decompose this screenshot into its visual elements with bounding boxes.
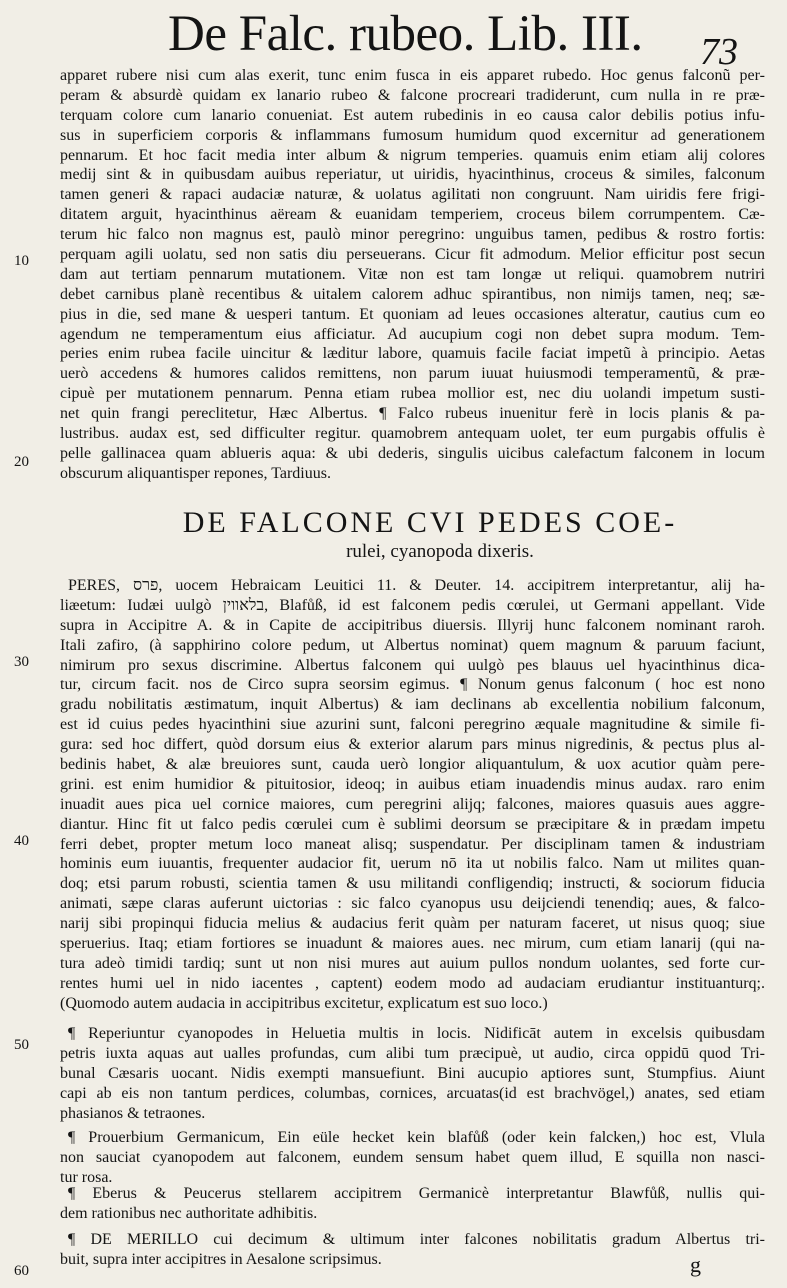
text-line: tur rosa. xyxy=(60,1168,113,1186)
text-line: net quin frangi pereclitetur, Hæc Albertus. ¶ Falco rubeus inuenitur ferè in locis planis & pa- xyxy=(60,405,765,423)
margin-line-number: 50 xyxy=(14,1037,29,1053)
text-line: pelle gallinacea quam ablueris aqua: & ubi dederis, singulis uicibus calefactum falconem in locum xyxy=(60,444,765,462)
paragraph-falco-rubeus xyxy=(60,66,765,484)
text-line: animati, sæpe claras auferunt uictorias : sic falco cyanopus usu deijciendi tenendiq; aues, & falco- xyxy=(60,895,765,913)
text-line: narij sibi propinqui fiducia melius & audacius ferit quàm per naturam faceret, ut nisus quoq; siue xyxy=(60,915,765,933)
text-line: speruerius. Itaq; etiam fortiores se inuadunt & maiores aues. nec mirum, cum etiam lanarij (qui na- xyxy=(60,935,765,953)
text-line: petris iuxta aquas aut ualles profundas, cum alibi tum præcipuè, ut audio, circa oppidū quod Tri- xyxy=(60,1044,765,1062)
text-line: bedinis habet, & alæ breuiores sunt, cauda uerò longior aliquantulum, & uox acutior quàm pere- xyxy=(60,756,765,774)
text-line: ¶ Prouerbium Germanicum, Ein eüle hecket kein blafůß (oder kein falcken,) hoc est, Vlula xyxy=(68,1129,765,1146)
text-line: perquam agili uolatu, sed non satis diu perseuerans. Cicur fit admodum. Melior efficitur post secun xyxy=(60,246,765,264)
text-line: tur, circum facit. nos de Circo supra seorsim egimus. ¶ Nonum genus falconum ( hoc est nono xyxy=(60,676,765,694)
section-heading-line: rulei, cyanopoda dixeris. xyxy=(346,541,534,562)
margin-line-number: 20 xyxy=(14,454,29,470)
text-line: terum hic falco non magnus est, paulò minor peregrino: unguibus tamen, pedibus & rostro fortis: xyxy=(60,226,765,244)
text-line: inuadit aues pica uel cornice maiores, cum peregrini alijq; falcones, maiores quasuis aues aggre- xyxy=(60,795,765,813)
text-line: debet carnibus planè recentibus & uitalem calorem adhuc spirantibus, non nimijs tamen, neq; sæ- xyxy=(60,285,765,303)
text-line: bunal Cæsaris uocant. Nidis exempti mansuefiunt. Bini aucupio aptiores sunt, Stumpfius. Aiunt xyxy=(60,1064,765,1082)
text-line: ¶ Reperiuntur cyanopodes in Heluetia multis in locis. Nidificāt autem in excelsis quibusdam xyxy=(68,1025,765,1042)
text-line: gura: sed hoc differt, quòd dorsum eius & exterior alarum pars minus nigredinis, & pectus plus al- xyxy=(60,736,765,754)
text-line: hominis eum iuuantis, frequenter audacior fit, uerum nō ita ut nobilis falco. Nam ut milites quan- xyxy=(60,855,765,873)
text-line: PERES, פרס, uocem Hebraicam Leuitici 11. & Deuter. 14. accipitrem interpretantur, alij ha- xyxy=(68,577,765,594)
text-line: nimirum pro sexus discrimine. Albertus falconem qui uulgò pes blauus uel hyacinthinus dica- xyxy=(60,656,765,674)
margin-line-number: 60 xyxy=(14,1263,29,1279)
text-line: rentes humi uel in nido iacentes , captent) eodem modo ad audaciam erudiantur instituanturq;. xyxy=(60,974,765,992)
text-line: grini. est enim humidior & pituitosior, ideoq; in auibus etiam inuadendis minus audax. raro enim xyxy=(60,775,765,793)
text-line: dem rationibus nec authoritate adhibitis. xyxy=(60,1204,318,1222)
text-line: pennarum. Et hoc facit media inter album & nigrum temperies. quamuis enim etiam alij colores xyxy=(60,146,765,164)
text-line: capi ab eis non tantum perdices, columbas, cornices, arcuatas(id est brachvögel,) anates, sed etiam xyxy=(60,1084,765,1102)
section-heading-line: DE FALCONE CVI PEDES COE- xyxy=(182,506,678,539)
paragraph-proverb xyxy=(60,1128,765,1188)
margin-line-number: 10 xyxy=(14,253,29,269)
text-line: Itali zafiro, (à sapphirino colore pedum, ut Albertus nominat) quem magnum & paruum faciunt, xyxy=(60,636,765,654)
paragraph-merillo xyxy=(60,1230,765,1270)
margin-line-number: 40 xyxy=(14,833,29,849)
text-line: ditatem arguit, hyacinthinus aëream & euanidam temperiem, croceus bilem corrumpentem. Cæ- xyxy=(60,206,765,224)
section-heading xyxy=(110,506,750,564)
text-line: gradu nobilitatis æstimatum, inquit Albertus) & iam declinans ab excellentia nobilium falconum, xyxy=(60,696,765,714)
text-line: terquam colore cum lanario conueniat. Est autem rubedinis in eo causa calor debilis potius infu- xyxy=(60,106,765,124)
running-head: De Falc. rubeo. Lib. III. xyxy=(168,6,643,62)
text-line: ferri debet, propter metum loco maneat alisq; suspendatur. Per disciplinam tamen & industriam xyxy=(60,835,765,853)
text-line: obscurum aliquantisper repones, Tardiuus. xyxy=(60,464,331,482)
page-number: 73 xyxy=(700,31,738,73)
text-line: buit, supra inter accipitres in Aesalone scripsimus. xyxy=(60,1250,382,1268)
text-line: pius in die, sed mane & uesperi tantum. Et quoniam ad leues occasiones alteratur, cautius cum eo xyxy=(60,305,765,323)
text-line: (Quomodo autem audacia in accipitribus excitetur, explicatum est suo loco.) xyxy=(60,994,548,1012)
paragraph-cyanopus xyxy=(60,576,765,1014)
text-line: ¶ Eberus & Peucerus stellarem accipitrem Germanicè interpretantur Blawfůß, nullis qui- xyxy=(68,1185,765,1202)
text-line: est id cuius pedes hyacinthini siue azurini sunt, falconi peregrino æquale magnitudine & simile fi- xyxy=(60,716,765,734)
text-line: liæetum: Iudæi uulgò בלאווין, Blafůß, id est falconem pedis cœrulei, ut Germani appellant. Vide xyxy=(60,596,765,614)
text-line: peries enim rubea facile uincitur & læditur labore, quamuis facile faciat impetũ à principio. Aetas xyxy=(60,345,765,363)
text-line: lustribus. audax est, sed difficulter regitur. quamobrem antequam uolet, ter eum purgabis offulis è xyxy=(60,425,765,443)
text-line: supra in Accipitre A. & in Capite de accipitribus diuersis. Illyrij hunc falconem nominant raroh. xyxy=(60,616,765,634)
text-line: non sauciat cyanopodem aut falconem, eundem sensum habet quem illud, E squilla non nasci- xyxy=(60,1148,765,1166)
text-line: cipuè per mutationem pennarum. Penna etiam rubea mollior est, nec diu uolandi impetum susti- xyxy=(60,385,765,403)
text-line: dam aut tertiam pennarum mutationem. Vitæ non est tam longæ ut reliqui. quamobrem nutriri xyxy=(60,265,765,283)
text-line: phasianos & tetraones. xyxy=(60,1104,206,1122)
text-line: sus in superficiem corporis & inflammans fumosum humidum quod excernitur ad generationem xyxy=(60,126,765,144)
paragraph-helvetia xyxy=(60,1024,765,1123)
text-line: ¶ DE MERILLO cui decimum & ultimum inter falcones nobilitatis gradum Albertus tri- xyxy=(68,1231,765,1248)
text-line: medij sint & in quibusdam auibus reperiatur, ut uiridis, hyacinthinus, croceus & similes, falconum xyxy=(60,166,765,184)
text-line: apparet rubere nisi cum alas exerit, tunc enim fusca in eis apparet rubedo. Hoc genus falconũ per- xyxy=(60,67,765,84)
text-line: peram & absurdè quidam ex lanario rubeo & falcone procreari tradiderunt, cum nulla in re præ- xyxy=(60,86,765,104)
text-line: uerò accedens & humores calidos remittens, non parum iuuat huiusmodi temperamentũ, & præ- xyxy=(60,365,765,383)
text-line: tura adeò timidi tardiq; sunt ut non nisi mures aut auium pullos nondum uolantes, sed forte cur- xyxy=(60,954,765,972)
text-line: diantur. Hinc fit ut falco pedis cœrulei cum è sublimi deorsum se præcipitare & in prædam impetu xyxy=(60,815,765,833)
text-line: tamen generi & rapaci audaciæ naturæ, & uolatus agilitati non congruunt. Nam uiridis fere frigi- xyxy=(60,186,765,204)
signature-mark: g xyxy=(690,1252,701,1277)
text-line: agendum ne temperamentum eius afficiatur. Ad aucupium cogi non debet supra modum. Tem- xyxy=(60,325,765,343)
margin-line-number: 30 xyxy=(14,654,29,670)
paragraph-eberus xyxy=(60,1184,765,1224)
text-line: doq; etsi parum robusti, scientia tamen & usu militandi confligendiq; instructi, & sociorum fiducia xyxy=(60,875,765,893)
